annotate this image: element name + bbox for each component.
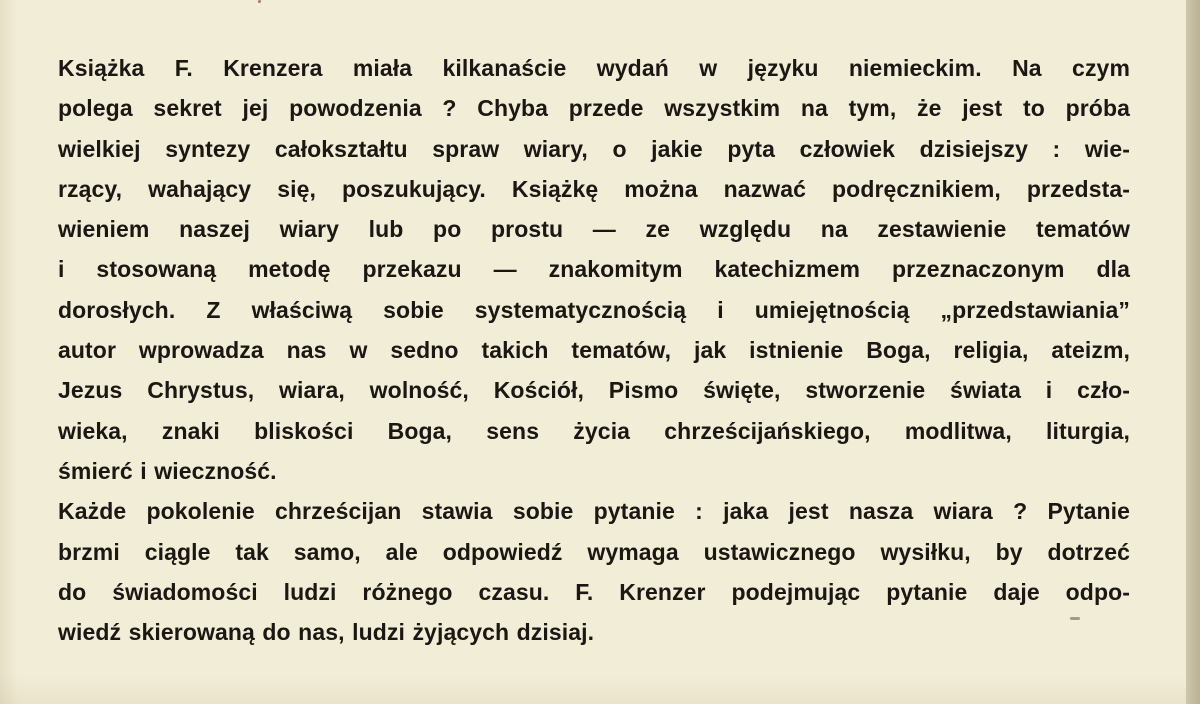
text-line: Książka F. Krenzera miała kilkanaście wydań w języku niemieckim. Na czym — [58, 55, 1130, 81]
print-speck — [258, 0, 261, 3]
text-line: do świadomości ludzi różnego czasu. F. Krenzer podejmując pytanie daje odpo- — [58, 578, 1130, 605]
print-speck — [1070, 617, 1080, 620]
text-line: autor wprowadza nas w sedno takich tematów, jak istnienie Boga, religia, ateizm, — [58, 337, 1130, 364]
text-line: i stosowaną metodę przekazu — znakomitym katechizmem przeznaczonym dla — [58, 256, 1130, 283]
text-line: wieka, znaki bliskości Boga, sens życia chrześcijańskiego, modlitwa, liturgia, — [58, 417, 1130, 444]
page-edge — [1186, 0, 1200, 704]
text-line: brzmi ciągle tak samo, ale odpowiedź wymaga ustawicznego wysiłku, by dotrzeć — [58, 538, 1130, 565]
text-line: Jezus Chrystus, wiara, wolność, Kościół, Pismo święte, stworzenie świata i czło- — [58, 377, 1130, 404]
text-line: wielkiej syntezy całokształtu spraw wiary, o jakie pyta człowiek dzisiejszy : wie- — [58, 135, 1130, 162]
text-line: śmierć i wieczność. — [58, 457, 277, 484]
text-line: polega sekret jej powodzenia ? Chyba przede wszystkim na tym, że jest to próba — [58, 95, 1130, 122]
text-line: wiedź skierowaną do nas, ludzi żyjących dzisiaj. — [58, 619, 595, 646]
blurb-text — [58, 48, 1130, 652]
text-line: dorosłych. Z właściwą sobie systematycznością i umiejętnością „przedstawiania” — [58, 296, 1130, 323]
paragraph-1 — [58, 48, 1130, 491]
text-line: Każde pokolenie chrześcijan stawia sobie pytanie : jaka jest nasza wiara ? Pytanie — [58, 498, 1130, 525]
text-line: wieniem naszej wiary lub po prostu — ze względu na zestawienie tematów — [58, 216, 1130, 243]
paragraph-2 — [58, 491, 1130, 652]
text-line: rzący, wahający się, poszukujący. Książkę można nazwać podręcznikiem, przedsta- — [58, 175, 1130, 202]
